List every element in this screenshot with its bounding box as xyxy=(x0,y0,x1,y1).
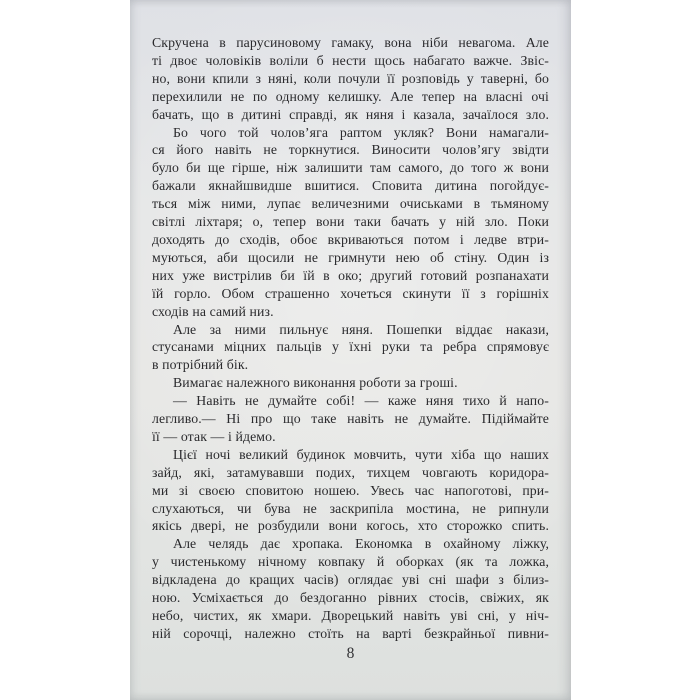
text-line: у чистенькому нічному ковпаку й оборках (як та ложка, xyxy=(152,554,549,570)
text-line: Цієї ночі великий будинок мовчить, чути хіба що наших xyxy=(173,446,549,462)
page-number: 8 xyxy=(346,645,355,662)
text-line: перехилили не по одному келишку. Але тепер на власні очі xyxy=(152,88,549,104)
text-line: доходять до сходів, обоє вкриваються потом і ледве втри- xyxy=(152,231,549,247)
text-line: зайд, які, затамувавши подих, тихцем човгають коридора- xyxy=(152,464,549,480)
text-line: легливо.— Ні про що таке навіть не думайте. Підіймайте xyxy=(152,411,549,427)
book-page-photo xyxy=(130,0,571,700)
text-line: їй горло. Обом страшенно хочеться скинути її з горішніх xyxy=(152,285,549,301)
text-line: бачать, що в дитині справді, як няня і казала, зачаїлося зло. xyxy=(152,106,549,122)
text-line: бажали якнайшвидше вшитися. Сповита дитина погойдує- xyxy=(152,178,549,194)
text-line: Але челядь дає хропака. Економка в охайному ліжку, xyxy=(173,536,549,552)
text-line: було би ще гірше, ніж залишити там самого, до того ж вони xyxy=(152,160,549,176)
text-line: в потрібний бік. xyxy=(152,357,249,373)
text-line: небо, чистих, як хмари. Дворецький навіть уві сні, у ніч- xyxy=(152,608,549,623)
text-line: них уже вистрілив би їй в око; другий готовий розпанахати xyxy=(152,267,549,283)
text-line: стусанами міцних пальців у їхні руки та ребра спрямовує xyxy=(152,339,549,355)
text-line: Але за ними пильнує няня. Пошепки віддає накази, xyxy=(173,321,549,337)
text-line: відкладена до кращих часів) оглядає уві сні шафи з білиз- xyxy=(152,572,549,588)
text-line: Скручена в парусиновому гамаку, вона ніби невагома. Але xyxy=(152,35,549,50)
text-line: ться між ними, лупає величезними очиськами в тьмяному xyxy=(152,196,549,212)
text-line: но, вони кпили з няні, коли почули її розповідь у таверні, бо xyxy=(152,70,549,86)
text-line: ною. Усміхається до бездоганно рівних стосів, свіжих, як xyxy=(152,590,549,606)
text-line: ній сорочці, належно стоїть на варті безкрайньої пивни- xyxy=(152,625,549,641)
text-line: слухаються, чи бува не заскрипіла мостина, не рипнули xyxy=(152,500,549,516)
text-line: муються, аби щосили не гримнути нею об стіну. Один із xyxy=(152,249,549,265)
text-line: ми зі своєю сповитою ношею. Увесь час напоготові, при- xyxy=(152,482,549,498)
text-line: Вимагає належного виконання роботи за гроші. xyxy=(173,375,458,391)
text-line: сходів на самий низ. xyxy=(152,303,274,319)
text-line: світлі ліхтаря; о, тепер вони таки бачать у ній зло. Поки xyxy=(152,214,549,230)
text-line: якісь двері, не розбудили вони когось, хто сторожко спить. xyxy=(152,518,549,534)
text-line: її — отак — і йдемо. xyxy=(152,428,276,444)
text-line: — Навіть не думайте собі! — каже няня тихо й напо- xyxy=(173,393,549,409)
text-line: ся його навіть не торкнутися. Виносити чолов’ягу звідти xyxy=(152,142,549,158)
text-line: Бо чого той чолов’яга раптом укляк? Вони намагали- xyxy=(173,124,549,140)
page-text-block xyxy=(152,34,549,643)
text-line: ті двоє чоловіків воліли б нести щось набагато важче. Звіс- xyxy=(152,52,549,68)
